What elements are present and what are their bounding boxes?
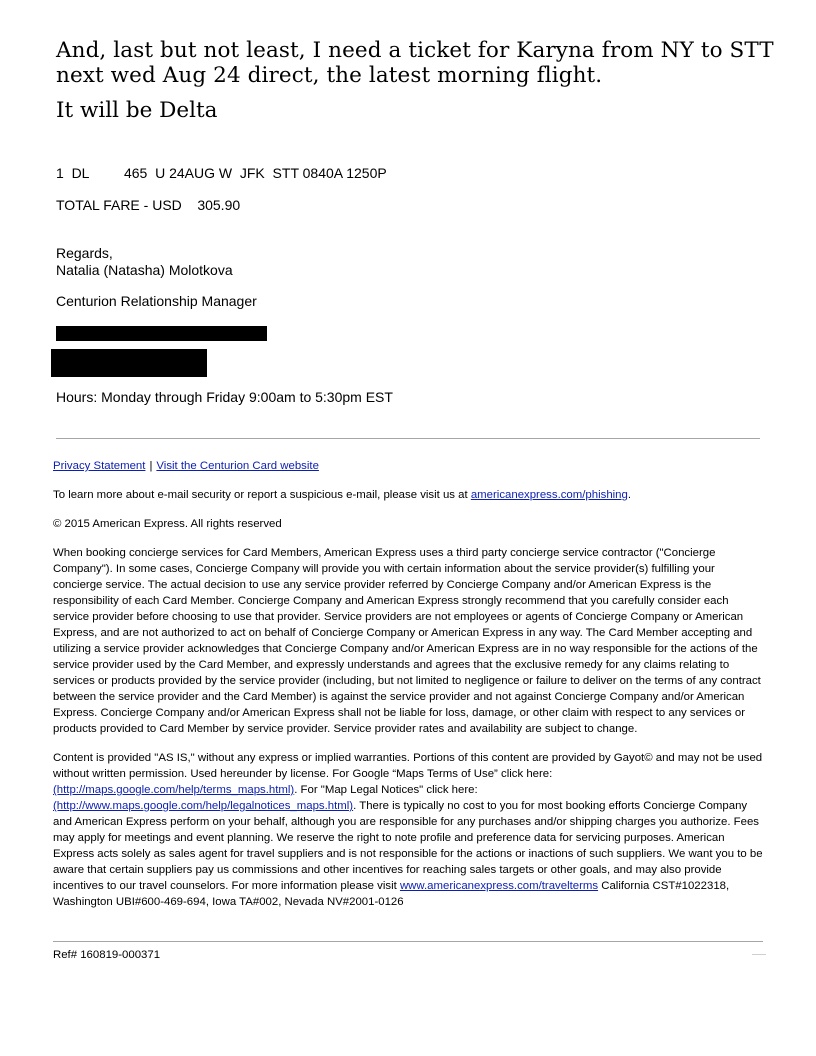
content-text: . There is typically no cost to you for most booking efforts Concierge Company and American Express perform on your behalf, although you are responsible for any purchases and/or shipping charges you authorize. Fees may apply for meetings and event planning. We reserve the right to note profile and preference data for servicing purposes. American Express acts solely as sales agent for travel suppliers and is not responsible for the actions or inactions of such suppliers. We want you to be aware that certain suppliers pay us commissions and other incentives for reaching sales targets or other goals, and may also provide incentives to our travel counselors. For more information please visit [53, 800, 763, 892]
flight-itinerary-line: 1 DL 465 U 24AUG W JFK STT 0840A 1250P [56, 165, 387, 181]
office-hours: Hours: Monday through Friday 9:00am to 5:30pm EST [56, 389, 393, 405]
divider [53, 941, 763, 942]
email-subheading: It will be Delta [56, 98, 218, 123]
phishing-link[interactable]: americanexpress.com/phishing [470, 489, 628, 501]
security-text-end: . [627, 489, 632, 501]
reference-number: Ref# 160819-000371 [53, 949, 161, 961]
redacted-contact-block [51, 349, 207, 377]
maps-legal-link[interactable]: (http://www.maps.google.com/help/legalnotices_maps.html) [53, 800, 354, 812]
total-fare-line: TOTAL FARE - USD 305.90 [56, 197, 241, 213]
regards-text: Regards, [56, 245, 113, 261]
divider [56, 438, 760, 439]
signer-title: Centurion Relationship Manager [56, 293, 257, 309]
licensing-text: California CST#1022318, Washington UBI#600-469-694, Iowa TA#002, Nevada NV#2001-0126 [53, 880, 730, 908]
centurion-website-link[interactable]: Visit the Centurion Card website [156, 460, 319, 472]
security-notice [53, 487, 765, 503]
maps-terms-link[interactable]: (http://maps.google.com/help/terms_maps.html) [53, 784, 295, 796]
privacy-statement-link[interactable]: Privacy Statement [53, 460, 146, 472]
security-text: To learn more about e-mail security or report a suspicious e-mail, please visit us at [53, 489, 468, 501]
concierge-disclaimer: When booking concierge services for Card Members, American Express uses a third party concierge service contractor ("Concierge Company"). In some cases, Concierge Company will provide you with certain information about the service provider(s) fulfilling your concierge service. The actual decision to use any service provider referred by Concierge Company and/or American Express is the responsibility of each Card Member. Concierge Company and American Express strongly recommend that you carefully consider each service provider before choosing to use that provider. Service providers are not employees or agents of Concierge Company or American Express, and are not authorized to act on behalf of Concierge Company or American Express in any way. The Card Member accepting and utilizing a service provider acknowledges that Concierge Company and/or American Express are in no way responsible for the actions of the service provider used by the Card Member, and expressly understands and agrees that the exclusive remedy for any claims relating to services or products provided by the service provider (including, but not limited to negligence or failure to deliver on the terms of any contract between the service provider and the Card Member) is against the service provider and not against Concierge Company and/or American Express. Concierge Company and/or American Express shall not be liable for loss, damage, or other claim with respect to any services or products provided to Card Member by service provider. Service provider rates and availability are subject to change. [53, 547, 761, 735]
content-disclaimer [53, 750, 765, 910]
signature-block [56, 245, 233, 279]
email-heading: And, last but not least, I need a ticket for Karyna from NY to STT next wed Aug 24 direct, the latest morning flight. [56, 38, 774, 88]
travelterms-link[interactable]: www.americanexpress.com/travelterms [399, 880, 599, 892]
content-text: Content is provided "AS IS," without any express or implied warranties. Portions of this content are provided by Gayot© and may not be used without written permission. Used hereunder by license. For Google “Maps Terms of Use” click here: [53, 752, 763, 780]
content-text: . For "Map Legal Notices" click here: [294, 784, 478, 796]
link-separator: | [149, 460, 153, 472]
footer-links [53, 458, 765, 474]
email-footer [53, 458, 765, 923]
signer-name: Natalia (Natasha) Molotkova [56, 262, 233, 278]
copyright: © 2015 American Express. All rights reserved [53, 518, 282, 530]
redacted-contact-block [56, 326, 267, 341]
divider [752, 954, 766, 955]
